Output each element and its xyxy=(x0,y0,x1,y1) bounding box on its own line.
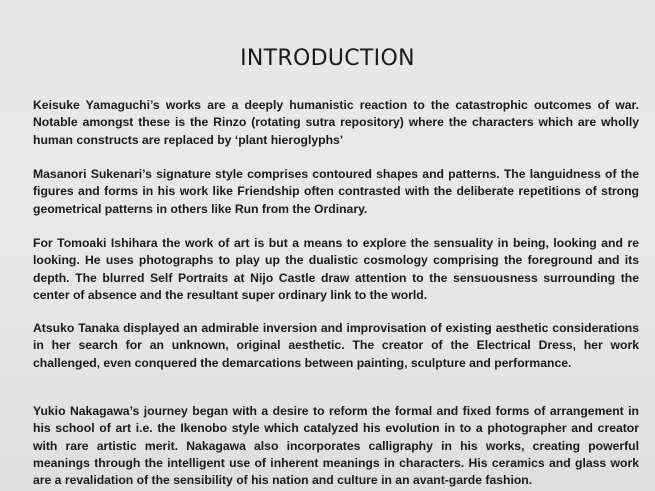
slide-title: INTRODUCTION xyxy=(240,46,415,71)
paragraph-tomoaki-ishihara: For Tomoaki Ishihara the work of art is but a means to explore the sensuality in being, looking and re looking. He uses photographs to play up the dualistic cosmology comprising the foreground and its depth. The blurred Self Portraits at Nijo Castle draw attention to the sensuousness surrounding the center of absence and the resultant super ordinary link to the world. xyxy=(33,236,639,302)
paragraph-keisuke-yamaguchi: Keisuke Yamaguchi’s works are a deeply humanistic reaction to the catastrophic outcomes of war. Notable amongst these is the Rinzo (rotating sutra repository) where the characters which are wholly human constructs are replaced by ‘plant hieroglyphs’ xyxy=(33,98,639,147)
paragraph-masanori-sukenari: Masanori Sukenari’s signature style comprises contoured shapes and patterns. The languidness of the figures and forms in his work like Friendship often contrasted with the deliberate repetitions of strong geometrical patterns in others like Run from the Ordinary. xyxy=(33,167,639,216)
paragraph-yukio-nakagawa: Yukio Nakagawa’s journey began with a desire to reform the formal and fixed forms of arrangement in his school of art i.e. the Ikenobo style which catalyzed his evolution in to a photographer and creator with rare artistic merit. Nakagawa also incorporates calligraphy in his works, creating powerful meanings through the intelligent use of inherent meanings in characters. His ceramics and glass work are a revalidation of the sensibility of his nation and culture in an avant-garde fashion. xyxy=(33,404,639,488)
paragraph-atsuko-tanaka: Atsuko Tanaka displayed an admirable inversion and improvisation of existing aesthetic considerations in her search for an unknown, original aesthetic. The creator of the Electrical Dress, her work challenged, even conquered the demarcations between painting, sculpture and performance. xyxy=(33,321,639,370)
